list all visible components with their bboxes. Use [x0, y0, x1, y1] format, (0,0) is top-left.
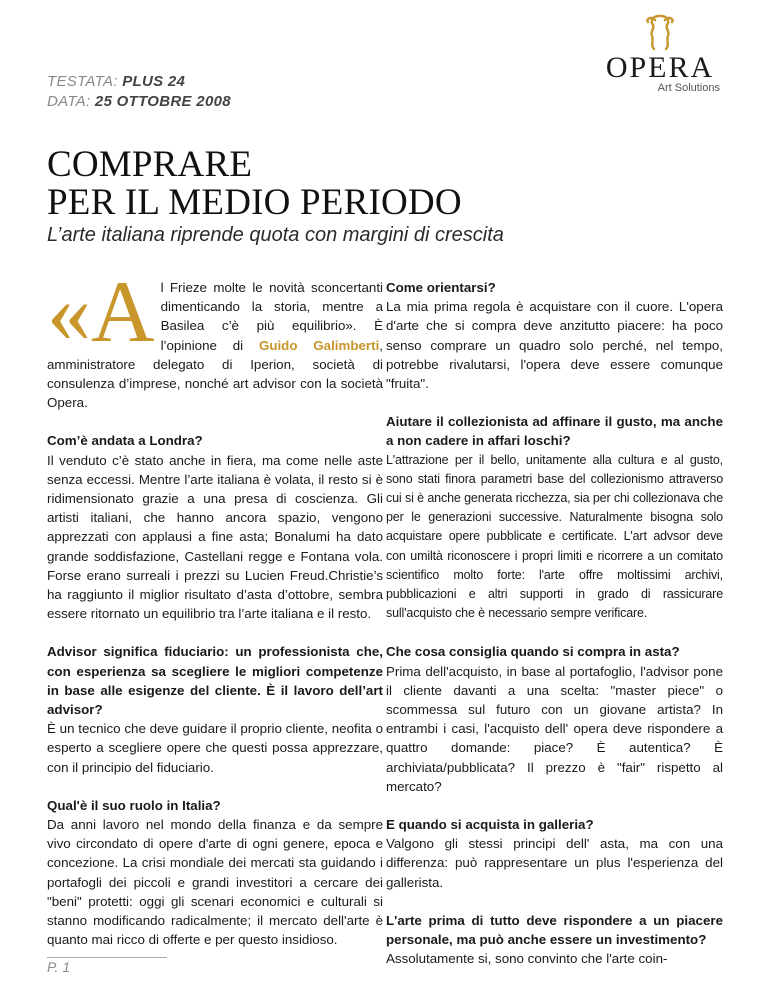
- intro-text-b: , amministratore delegato di Iperion, società di consulenza d’imprese, nonché art advisor con la società Opera.: [47, 337, 383, 411]
- answer-2: È un tecnico che deve guidare il proprio cliente, neofita o esperto a scegliere opere che questi possa apprezzare, con il principio del fiduciario.: [47, 721, 383, 775]
- testata-line: [47, 72, 231, 92]
- intro-paragraph: [47, 264, 383, 412]
- article-title: [47, 146, 462, 222]
- page-number: P. 1: [47, 957, 167, 975]
- question-2: Advisor significa fiduciario: un professionista che, con esperienza sa scegliere le migliori competenze in base alle esigenze del cliente. È il lavoro dell’art advisor?: [47, 644, 383, 718]
- date-value: 25 OTTOBRE 2008: [94, 93, 231, 110]
- question-8: L'arte prima di tutto deve rispondere a un piacere personale, ma può anche essere un investimento?: [386, 912, 723, 948]
- answer-5: L'attrazione per il bello, unitamente alla cultura e al gusto, sono stati finora parametri base del collezionismo attraverso cui si è anche generata ricchezza, sia per chi collezionava che per le generazioni successive. Naturalmente bisogna solo acquistare opere pubblicate e certificate. L'art advsor deve con umiltà riconoscere i propri limiti e ricorrere a un comitato scientifico molto forte: l'arte offre moltissimi archivi, pubblicazioni e altri supporti in grado di rassicurare sull'acquisto che è necessario sempre verificare.: [386, 452, 723, 621]
- question-1: Com’è andata a Londra?: [47, 433, 203, 449]
- date-line: [47, 92, 231, 112]
- right-column: [386, 278, 723, 969]
- question-6: Che cosa consiglia quando si compra in asta?: [386, 644, 680, 660]
- testata-value: PLUS 24: [122, 73, 186, 90]
- answer-3: Da anni lavoro nel mondo della finanza e da sempre vivo circondato di opere d'arte di ogni genere, epoca e concezione. La crisi mondiale dei mercati sta guidando i portafogli dei piccoli e grandi investitori a cercare dei "beni" protetti: oggi gli scenari economici e culturali si stanno modificando radicalmente; il mercato dell'arte è quanto mai ricco di offerte e per questo insidioso.: [47, 817, 383, 948]
- opera-logo: [596, 12, 724, 94]
- article-subtitle: L’arte italiana riprende quota con margini di crescita: [47, 224, 504, 246]
- title-line-2: PER IL MEDIO PERIODO: [47, 182, 462, 223]
- publication-meta: [47, 72, 231, 112]
- title-line-1: COMPRARE: [47, 144, 253, 185]
- left-column: [47, 264, 383, 950]
- question-7: E quando si acquista in galleria?: [386, 817, 594, 833]
- logo-tagline: Art Solutions: [657, 82, 720, 94]
- answer-6: Prima dell'acquisto, in base al portafoglio, l'advisor pone il cliente davanti a una scelta: "master piece" o scommessa sul futuro con un giovane artista? In entrambi i casi, l'acquisto dell' opera deve rispondere a quattro domande: piace? È autentica? È archiviata/pubblicata? Il prezzo è "fair" rispetto al mercato?: [386, 663, 723, 794]
- date-label: DATA:: [47, 93, 91, 110]
- dropcap: «A: [47, 264, 155, 361]
- question-4: Come orientarsi?: [386, 280, 496, 295]
- answer-8: Assolutamente si, sono convinto che l'arte coin-: [386, 951, 668, 967]
- question-5: Aiutare il collezionista ad affinare il gusto, ma anche a non cadere in affari loschi?: [386, 414, 723, 449]
- interviewee-name: Guido Galimberti: [258, 337, 380, 353]
- answer-1: Il venduto c’è stato anche in fiera, ma come nelle aste senza eccessi. Mentre l’arte italiana è volata, il resto si è ridimensionato grazie a una presa di coscienza. Gli artisti italiani, che hanno ancora spazio, vengono apprezzati con applausi a fine asta; Bonalumi ha dato grande soddisfazione, Castellani regge e Fontana vola. Forse erano surreali i prezzi su Lucien Freud.Christie’s ha raggiunto il miglior risultato d’asta d’ottobre, sembra essere ritornato un equilibrio tra l’arte italiana e il resto.: [47, 452, 383, 622]
- testata-label: TESTATA:: [47, 73, 118, 90]
- answer-7: Valgono gli stessi principi dell' asta, ma con una differenza: può rappresentare un plus l'esperienza del gallerista.: [386, 836, 723, 890]
- logo-wordmark: OPERA: [605, 51, 715, 84]
- seahorse-emblem-icon: [640, 12, 680, 52]
- question-3: Qual'è il suo ruolo in Italia?: [47, 797, 221, 813]
- intro-text-a: l Frieze molte le novità sconcertanti dimenticando la storia, mentre a Basilea c’è più equilibrio». È l’opinione di: [160, 280, 383, 353]
- answer-4: La mia prima regola è acquistare con il cuore. L'opera d'arte che si compra deve anzitutto piacere: ha poco senso comprare un quadro solo perché, nel tempo, potrebbe rivalutarsi, l'opera deve essere comunque "fruita".: [386, 299, 723, 392]
